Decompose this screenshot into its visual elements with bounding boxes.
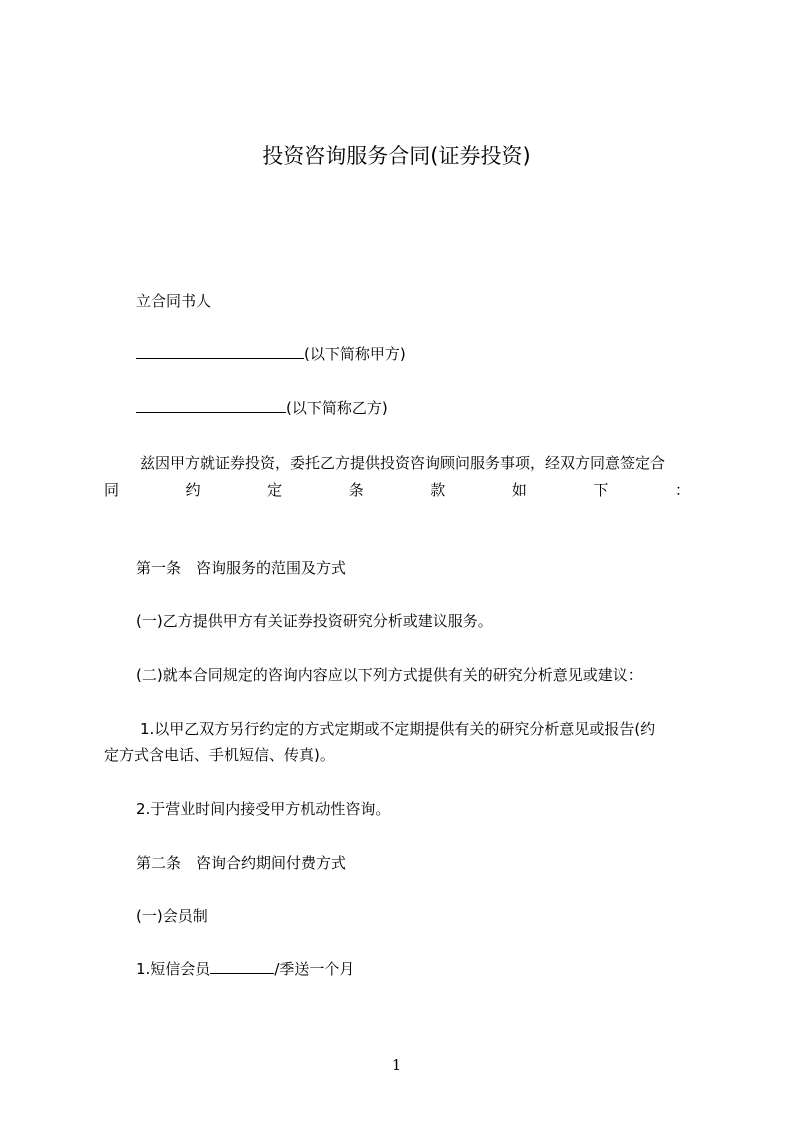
article-2-item-1: (一)会员制 [136,907,208,925]
intro-char: 款 [430,481,446,499]
intro-char: 下 [593,481,609,499]
intro-line-2 [104,479,690,501]
party-a-line [136,343,406,365]
article-2-sub-1-blank [210,959,274,974]
document-title: 投资咨询服务合同(证券投资) [262,144,531,168]
party-a-suffix: (以下简称甲方) [304,345,406,363]
article-1-sub-1-line-1: 1.以甲乙双方另行约定的方式定期或不定期提供有关的研究分析意见或报告(约 [140,720,656,738]
article-1-item-1: (一)乙方提供甲方有关证券投资研究分析或建议服务。 [136,612,493,630]
page-number: 1 [391,1056,402,1074]
article-2-sub-1-suffix: /季送一个月 [274,960,355,978]
party-b-blank [136,398,286,413]
intro-char: 如 [511,481,527,499]
article-2-sub-1-prefix: 1.短信会员 [136,960,211,978]
article-2-heading: 第二条 咨询合约期间付费方式 [136,854,347,872]
party-b-line [136,397,388,419]
party-b-suffix: (以下简称乙方) [286,399,388,417]
party-a-blank [136,344,304,359]
party-heading: 立合同书人 [136,292,212,310]
article-1-heading: 第一条 咨询服务的范围及方式 [136,559,347,577]
article-1-sub-2: 2.于营业时间内接受甲方机动性咨询。 [136,800,391,818]
intro-char: 同 [104,481,120,499]
article-1-item-2: (二)就本合同规定的咨询内容应以下列方式提供有关的研究分析意见或建议： [136,666,643,684]
article-1-sub-1-line-2: 定方式含电话、手机短信、传真)。 [104,746,335,764]
intro-char: ： [674,481,690,499]
intro-line-1: 兹因甲方就证券投资，委托乙方提供投资咨询顾问服务事项，经双方同意签定合 [140,454,666,472]
intro-char: 约 [185,481,201,499]
intro-char: 条 [348,481,364,499]
article-2-sub-1 [136,958,354,980]
intro-char: 定 [267,481,283,499]
